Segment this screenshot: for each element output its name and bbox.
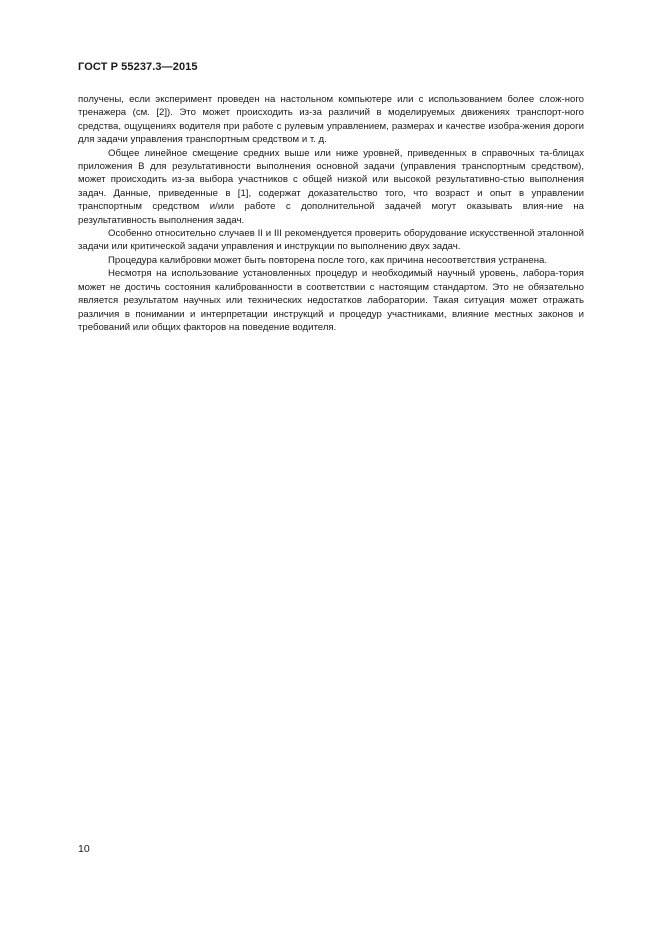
paragraph-4: Процедура калибровки может быть повторена после того, как причина несоответствия устранена. xyxy=(108,254,547,266)
document-header: ГОСТ Р 55237.3—2015 xyxy=(78,61,198,73)
page-number: 10 xyxy=(78,843,90,855)
paragraph-5: Несмотря на использование установленных процедур и необходимый научный уровень, лабора-тория может не достичь состояния калиброванности в соответствии с настоящим стандартом. Это не обязательно является результатом научных или технических недостатков лаборатории. Такая ситуация может отражать различия в понимании и интерпретации инструкций и процедур участниками, влияние местных законов и требований или общих факторов на поведение водителя. xyxy=(78,268,584,333)
paragraph-1: получены, если эксперимент проведен на настольном компьютере или с использованием более слож-ного тренажера (см. [2]). Это может происходить из-за различий в моделируемых движениях транспорт-ного средства, ощущениях водителя при работе с рулевым управлением, размерах и качестве изобра-жения дороги для задачи управления транспортным средством и т. д. xyxy=(78,94,584,146)
paragraph-2: Общее линейное смещение средних выше или ниже уровней, приведенных в справочных та-блицах приложения В для результативности выполнения основной задачи (управления транспортным средством), может происходить из-за выбора участников с общей низкой или высокой результативно-стью выполнения задач. Данные, приведенные в [1], содержат доказательство того, что возраст и опыт в управлении транспортным средством и/или работе с дополнительной задачей могут оказывать влия-ние на результативность выполнения задач. xyxy=(78,147,584,226)
body-text xyxy=(78,93,584,334)
paragraph-3: Особенно относительно случаев II и III рекомендуется проверить оборудование искусственной эталонной задачи или критической задачи управления и инструкции по выполнению двух задач. xyxy=(78,228,584,253)
